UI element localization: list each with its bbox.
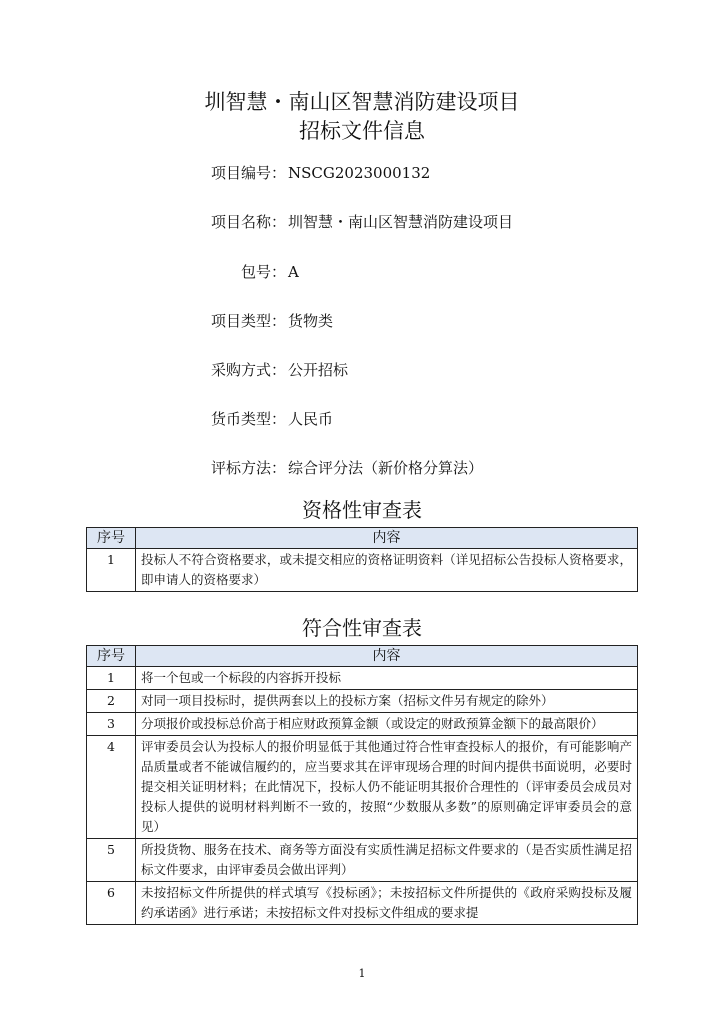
row-number: 1 (87, 667, 136, 690)
info-label: 包号： (240, 263, 286, 281)
table-row (87, 713, 638, 736)
info-label: 采购方式： (210, 361, 286, 379)
info-row-procurement-method (0, 357, 724, 383)
table-row (87, 882, 638, 925)
header-no: 序号 (87, 528, 136, 549)
row-content: 分项报价或投标总价高于相应财政预算金额（或设定的财政预算金额下的最高限价） (136, 713, 638, 736)
row-content: 评审委员会认为投标人的报价明显低于其他通过符合性审查投标人的报价，有可能影响产品质量或者不能诚信履约的，应当要求其在评审现场合理的时间内提供书面说明，必要时提交相关证明材料；在此情况下，投标人仍不能证明其报价合理性的（评审委员会成员对投标人提供的说明材料判断不一致的，按照“少数服从多数”的原则确定评审委员会的意见） (136, 736, 638, 839)
row-number: 3 (87, 713, 136, 736)
table-header-row (87, 646, 638, 667)
qualification-table-title: 资格性审查表 (302, 498, 422, 522)
info-value: 人民币 (288, 410, 334, 428)
info-row-project-type (0, 308, 724, 334)
row-number: 1 (87, 549, 136, 592)
table-row (87, 667, 638, 690)
table-row (87, 549, 638, 592)
info-value: 综合评分法（新价格分算法） (288, 459, 484, 477)
row-number: 4 (87, 736, 136, 839)
page-number: 1 (358, 967, 366, 980)
table-row (87, 839, 638, 882)
info-row-package (0, 259, 724, 285)
table-row (87, 736, 638, 839)
table-header-row (87, 528, 638, 549)
info-row-evaluation-method (0, 455, 724, 481)
document-subtitle: 招标文件信息 (299, 119, 425, 143)
compliance-table-title: 符合性审查表 (302, 616, 422, 640)
info-row-project-name (0, 209, 724, 235)
info-value: 圳智慧・南山区智慧消防建设项目 (288, 213, 514, 231)
info-value: A (288, 263, 299, 281)
info-label: 评标方法： (210, 459, 286, 477)
info-row-currency (0, 406, 724, 432)
table-row (87, 690, 638, 713)
info-value: 货物类 (288, 312, 334, 330)
info-label: 项目编号： (210, 164, 286, 182)
qualification-table (86, 527, 638, 592)
row-number: 6 (87, 882, 136, 925)
info-label: 项目类型： (210, 312, 286, 330)
header-content: 内容 (136, 646, 638, 667)
info-value: 公开招标 (288, 361, 349, 379)
info-row-project-number (0, 160, 724, 186)
info-value: NSCG2023000132 (288, 164, 431, 182)
row-content: 未按招标文件所提供的样式填写《投标函》；未按招标文件所提供的《政府采购投标及履约承诺函》进行承诺；未按招标文件对投标文件组成的要求提 (136, 882, 638, 925)
row-content: 将一个包或一个标段的内容拆开投标 (136, 667, 638, 690)
header-content: 内容 (136, 528, 638, 549)
row-content: 所投货物、服务在技术、商务等方面没有实质性满足招标文件要求的（是否实质性满足招标文件要求，由评审委员会做出评判） (136, 839, 638, 882)
info-label: 项目名称： (210, 213, 286, 231)
compliance-table (86, 645, 638, 925)
info-label: 货币类型： (210, 410, 286, 428)
row-number: 5 (87, 839, 136, 882)
header-no: 序号 (87, 646, 136, 667)
document-title: 圳智慧・南山区智慧消防建设项目 (204, 90, 520, 114)
row-number: 2 (87, 690, 136, 713)
row-content: 投标人不符合资格要求，或未提交相应的资格证明资料（详见招标公告投标人资格要求，即申请人的资格要求） (136, 549, 638, 592)
row-content: 对同一项目投标时，提供两套以上的投标方案（招标文件另有规定的除外） (136, 690, 638, 713)
